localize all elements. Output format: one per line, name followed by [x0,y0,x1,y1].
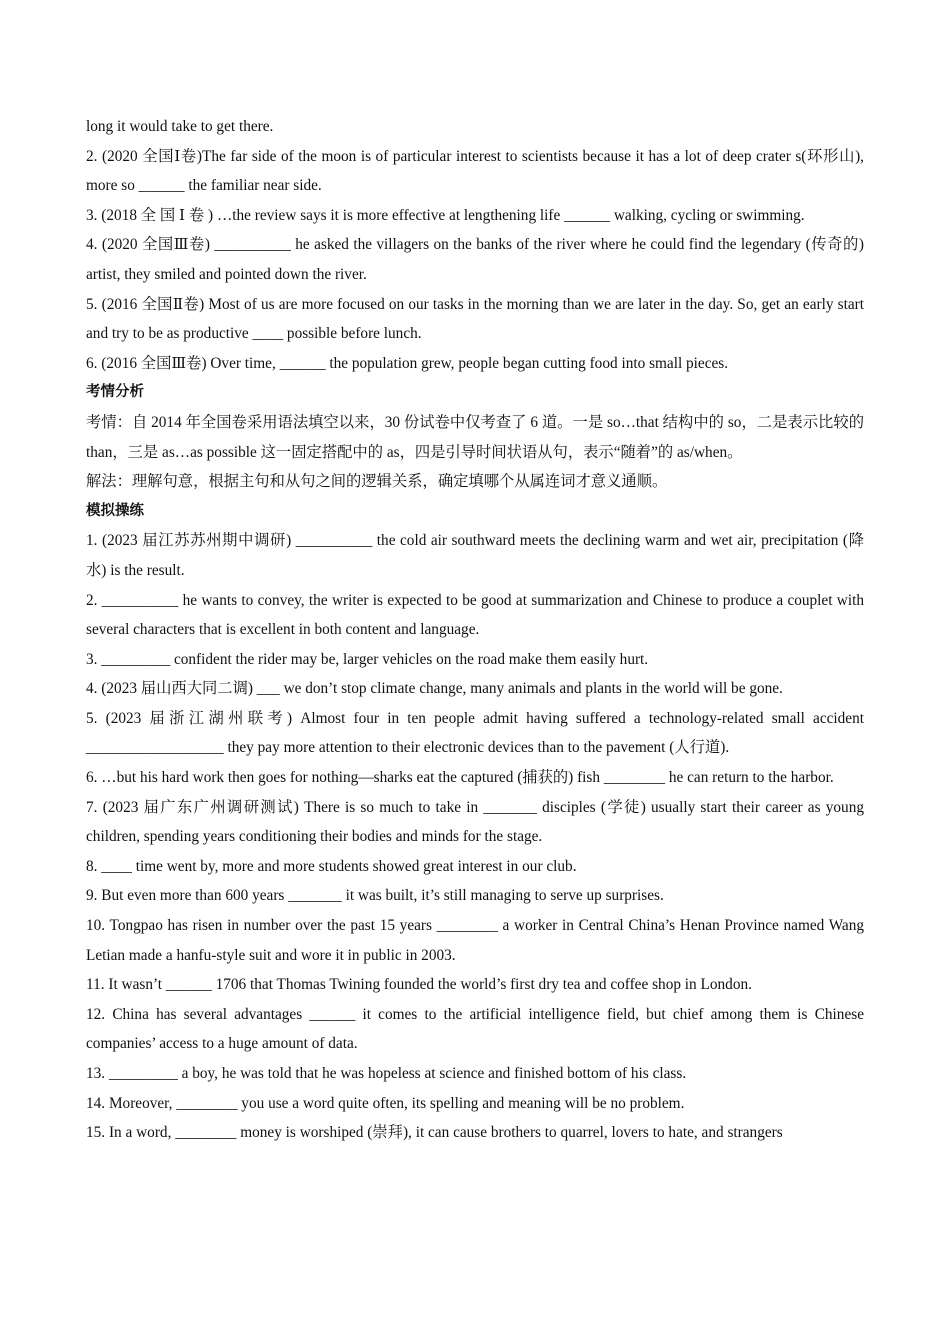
analysis-kaoqing: 考情：自 2014 年全国卷采用语法填空以来，30 份试卷中仅考查了 6 道。一是 so…that 结构中的 so，二是表示比较的 than，三是 as…as possible 这一固定搭配中的 as，四是引导时间状语从句，表示“随着”的 as/when。 [86,413,864,461]
practice-item: 13. _________ a boy, he was told that he was hopeless at science and finished bottom of his class. [86,1065,687,1082]
question-text: 6. (2016 全国Ⅲ卷) Over time, ______ the population grew, people began cutting food into small pieces. [86,354,729,372]
section-heading-analysis: 考情分析 [86,384,144,401]
practice-item: 5. (2023 届浙江湖州联考) Almost four in ten people admit having suffered a technology-related small accident __________________ they pay more attention to their electronic devices than to the pavement (人行道). [86,709,864,757]
question-text: 3. (2018 全 国 Ⅰ 卷 ) …the review says it is more effective at lengthening life ______ walking, cycling or swimming. [86,206,805,224]
practice-item: 8. ____ time went by, more and more students showed great interest in our club. [86,857,577,875]
practice-item: 10. Tongpao has risen in number over the past 15 years ________ a worker in Central China’s Henan Province named Wang Letian made a hanfu-style suit and wore it in public in 2003. [86,917,864,964]
document-page [86,112,864,1148]
practice-item: 2. __________ he wants to convey, the writer is expected to be good at summarization and Chinese to produce a couplet with several characters that is excellent in both content and language. [86,591,864,639]
analysis-jiefa: 解法：理解句意，根据主句和从句之间的逻辑关系，确定填哪个从属连词才意义通顺。 [86,473,668,491]
practice-item: 1. (2023 届江苏苏州期中调研) __________ the cold air southward meets the declining warm and wet air, precipitation (降水) is the result. [86,532,864,579]
practice-item: 4. (2023 届山西大同二调) ___ we don’t stop climate change, many animals and plants in the world will be gone. [86,680,783,698]
practice-item: 6. …but his hard work then goes for nothing—sharks eat the captured (捕获的) fish ________ he can return to the harbor. [86,769,834,787]
question-text: long it would take to get there. [86,118,274,135]
question-text: 5. (2016 全国Ⅱ卷) Most of us are more focused on our tasks in the morning than we are later in the day. So, get an early start and try to be as productive ____ possible before lunch. [86,295,864,343]
practice-item: 12. China has several advantages ______ it comes to the artificial intelligence field, but chief among them is Chinese companies’ access to a huge amount of data. [86,1005,864,1053]
question-text: 4. (2020 全国Ⅲ卷) __________ he asked the villagers on the banks of the river where he could find the legendary (传奇的) artist, they smiled and pointed down the river. [86,236,864,283]
practice-item: 7. (2023 届广东广州调研测试) There is so much to take in _______ disciples (学徒) usually start their career as young children, spending years conditioning their bodies and minds for the stage. [86,798,864,846]
section-heading-practice: 模拟操练 [86,502,144,519]
practice-item: 15. In a word, ________ money is worshiped (崇拜), it can cause brothers to quarrel, lovers to hate, and strangers [86,1124,783,1142]
practice-item: 14. Moreover, ________ you use a word quite often, its spelling and meaning will be no problem. [86,1094,685,1112]
practice-item: 9. But even more than 600 years _______ it was built, it’s still managing to serve up surprises. [86,887,664,905]
practice-item: 3. _________ confident the rider may be, larger vehicles on the road make them easily hurt. [86,650,649,668]
practice-item: 11. It wasn’t ______ 1706 that Thomas Twining founded the world’s first dry tea and coffee shop in London. [86,976,752,994]
question-text: 2. (2020 全国Ⅰ卷)The far side of the moon is of particular interest to scientists because it has a lot of deep crater s(环形山), more so ______ the familiar near side. [86,147,864,195]
